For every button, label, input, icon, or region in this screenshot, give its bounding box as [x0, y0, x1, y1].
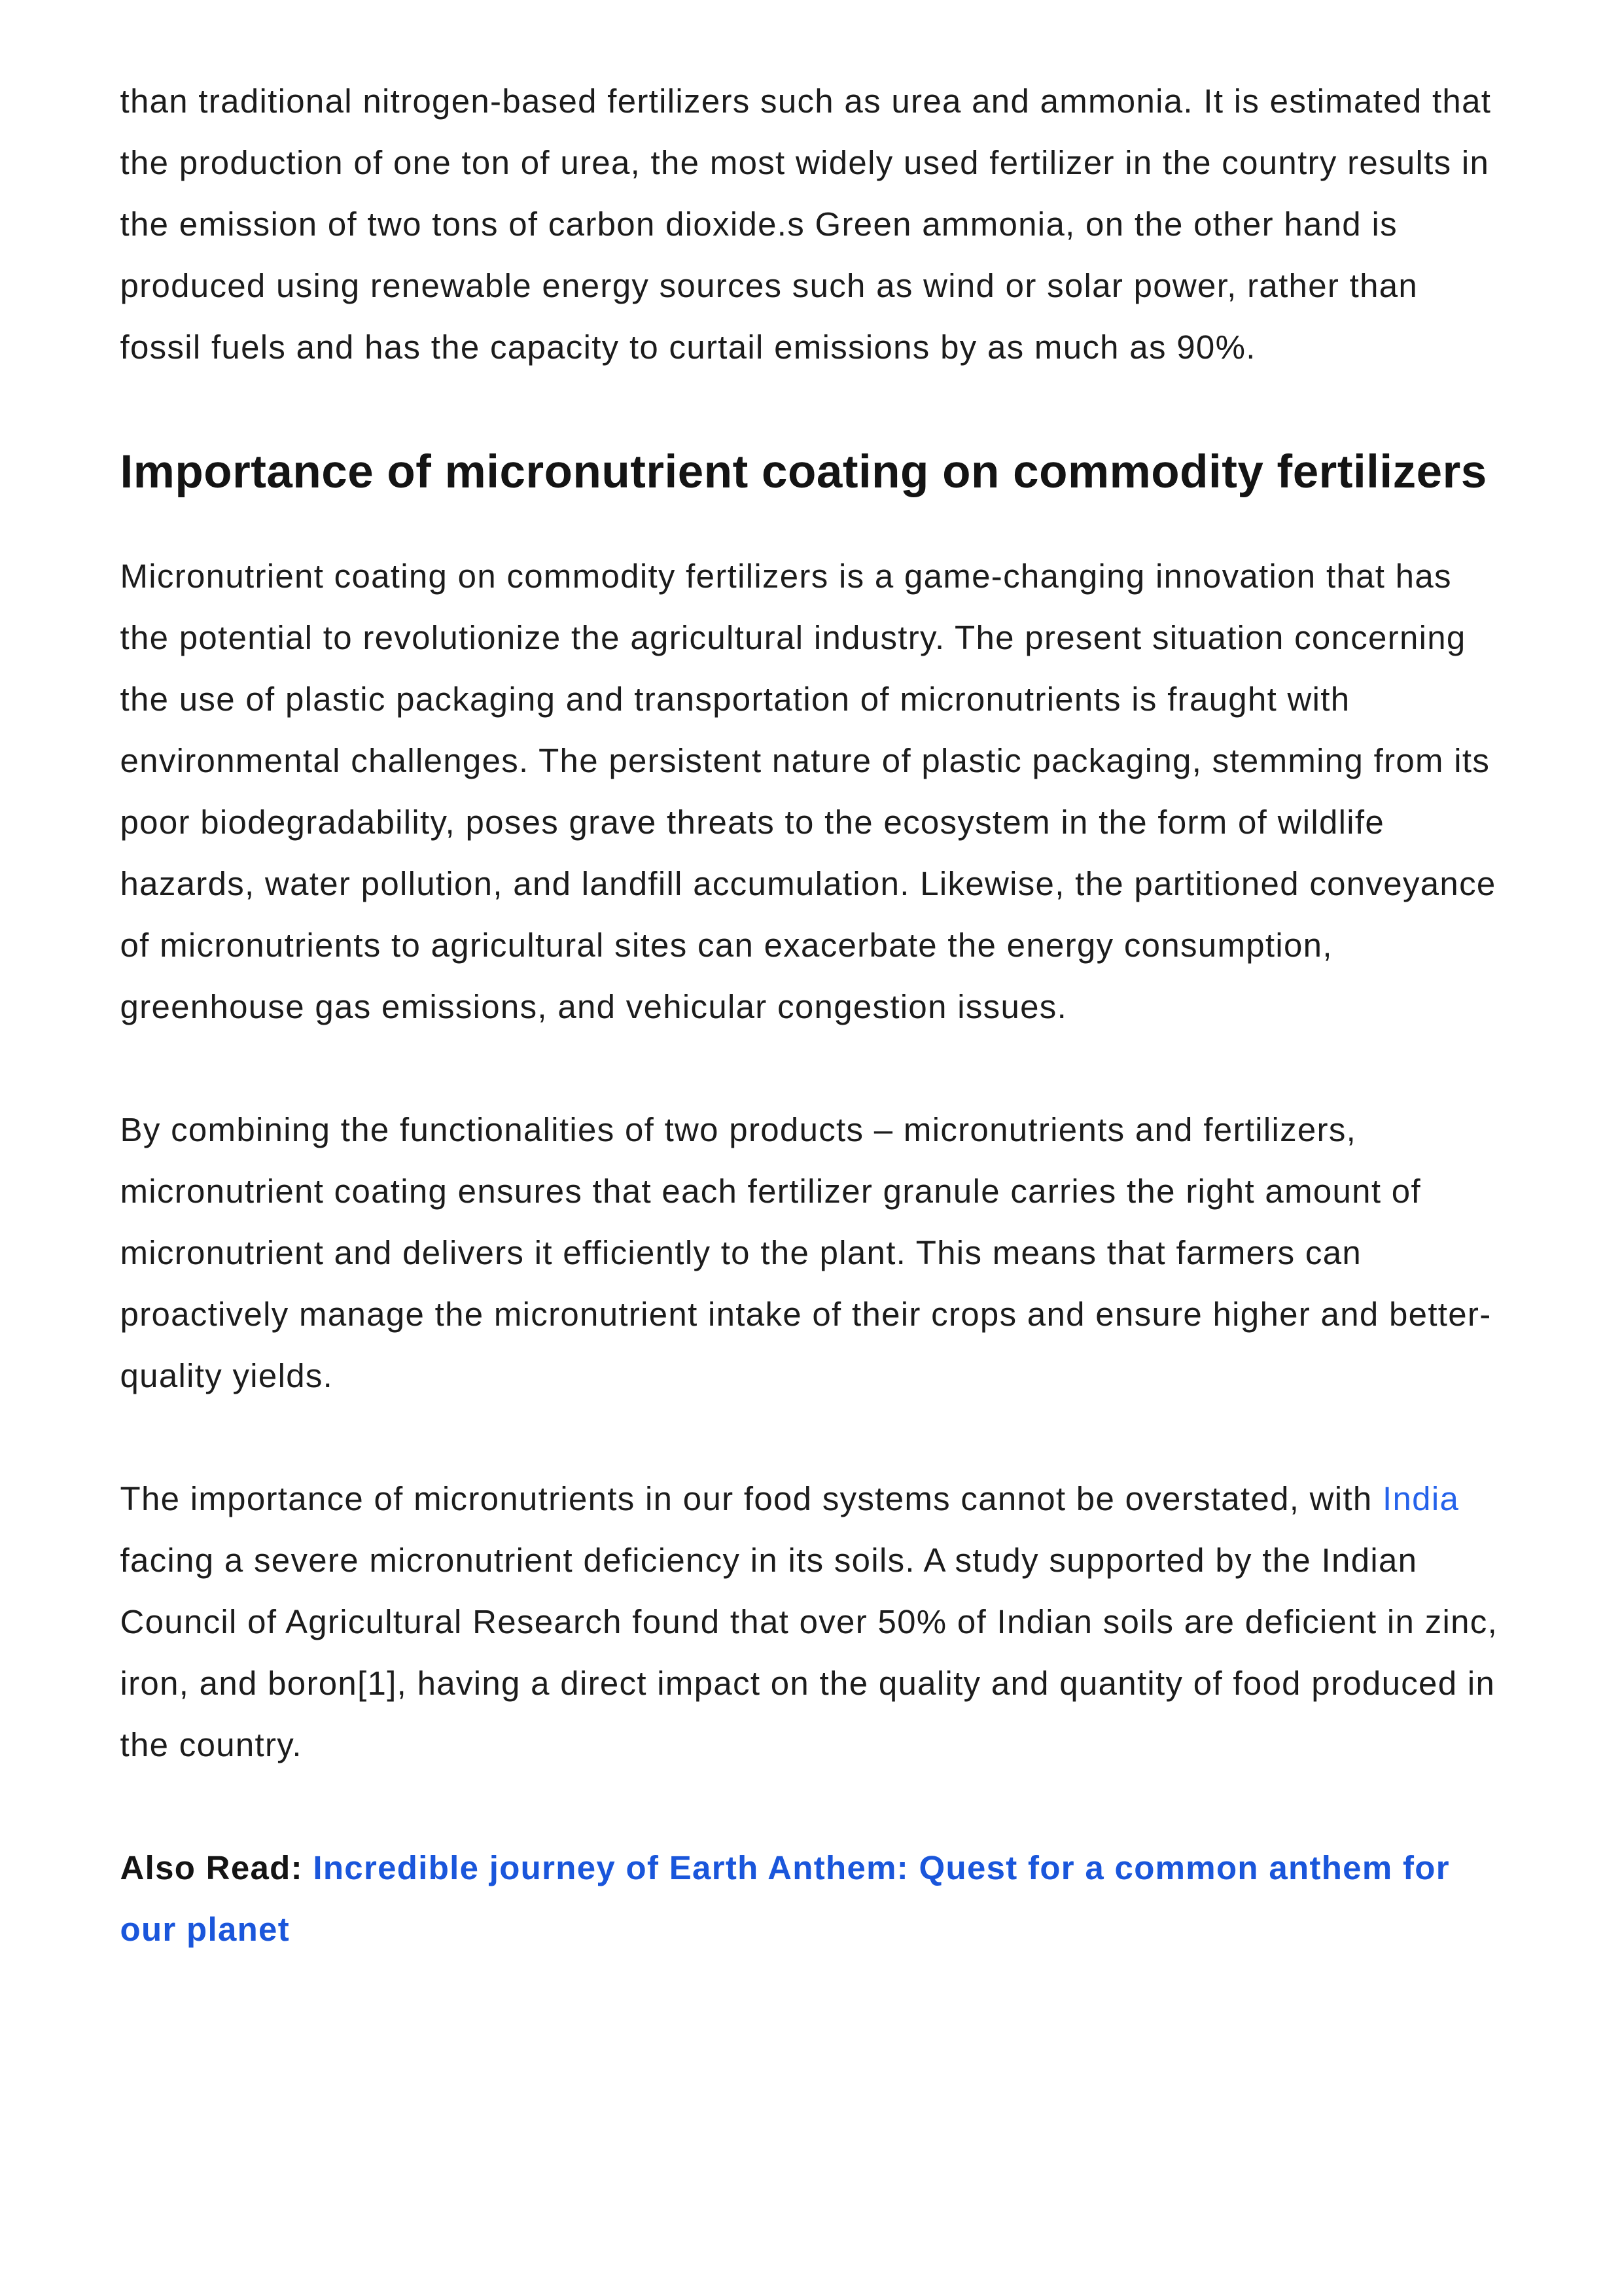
paragraph-text-before-link: The importance of micronutrients in our food systems cannot be overstated, with	[120, 1480, 1383, 1517]
paragraph-importance-micronutrients	[120, 1468, 1502, 1776]
also-read-link[interactable]: Incredible journey of Earth Anthem: Quest for a common anthem for our planet	[120, 1849, 1450, 1948]
section-heading: Importance of micronutrient coating on commodity fertilizers	[120, 446, 1487, 498]
india-link[interactable]: India	[1383, 1480, 1460, 1517]
article-body	[120, 0, 1502, 1960]
also-read-label: Also Read:	[120, 1849, 303, 1886]
also-read-block	[120, 1837, 1502, 1960]
paragraph-intro: than traditional nitrogen-based fertilizers such as urea and ammonia. It is estimated that the production of one ton of urea, the most widely used fertilizer in the country results in the emission of two tons of carbon dioxide.s Green ammonia, on the other hand is produced using renewable energy sources such as wind or solar power, rather than fossil fuels and has the capacity to curtail emissions by as much as 90%.	[120, 82, 1492, 366]
paragraph-micronutrient-coating: Micronutrient coating on commodity fertilizers is a game-changing innovation that has the potential to revolutionize the agricultural industry. The present situation concerning the use of plastic packaging and transportation of micronutrients is fraught with environmental challenges. The persistent nature of plastic packaging, stemming from its poor biodegradability, poses grave threats to the ecosystem in the form of wildlife hazards, water pollution, and landfill accumulation. Likewise, the partitioned conveyance of micronutrients to agricultural sites can exacerbate the energy consumption, greenhouse gas emissions, and vehicular congestion issues.	[120, 557, 1496, 1025]
paragraph-combining-functionalities: By combining the functionalities of two products – micronutrients and fertilizers, micronutrient coating ensures that each fertilizer granule carries the right amount of micronutrient and delivers it efficiently to the plant. This means that farmers can proactively manage the micronutrient intake of their crops and ensure higher and better-quality yields.	[120, 1111, 1492, 1394]
paragraph-text-after-link: facing a severe micronutrient deficiency in its soils. A study supported by the Indian Council of Agricultural Research found that over 50% of Indian soils are deficient in zinc, iron, and boron[1], having a direct impact on the quality and quantity of food produced in the country.	[120, 1542, 1498, 1763]
